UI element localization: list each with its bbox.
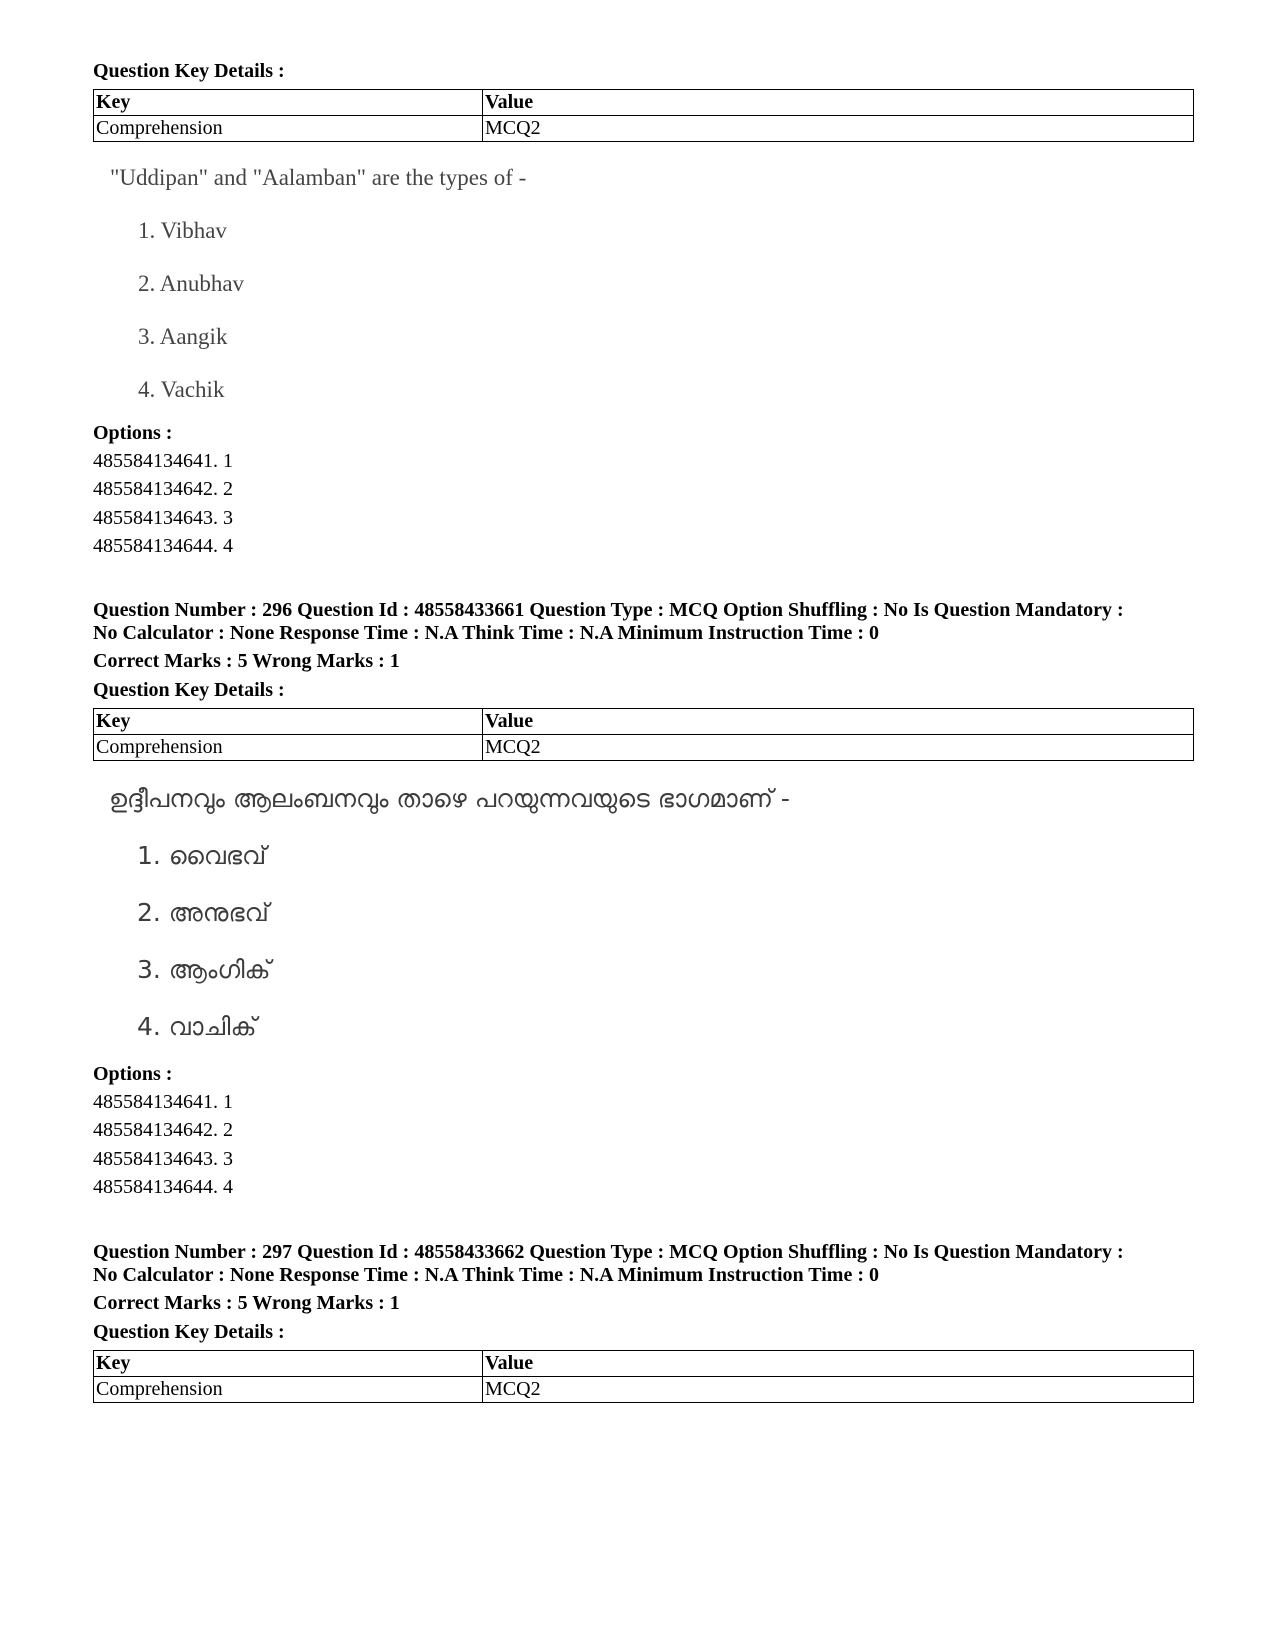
marks-line: Correct Marks : 5 Wrong Marks : 1 — [93, 650, 400, 672]
key-details-label: Question Key Details : — [93, 60, 285, 82]
option-line: 485584134641. 1 — [93, 450, 233, 472]
choice-3: 3. Aangik — [138, 324, 228, 349]
option-line: 485584134643. 3 — [93, 1148, 233, 1170]
question-text-malayalam: ഉദ്ദീപനവും ആലംബനവും താഴെ പറയുന്നവയുടെ ഭാഗമാണ് - — [109, 784, 790, 813]
key-details-table — [93, 89, 1194, 142]
choice-4: 4. Vachik — [138, 377, 225, 402]
option-line: 485584134642. 2 — [93, 478, 233, 500]
option-line: 485584134644. 4 — [93, 535, 233, 557]
value-header: Value — [483, 709, 1194, 735]
key-details-table — [93, 708, 1194, 761]
option-line: 485584134641. 1 — [93, 1091, 233, 1113]
table-row — [94, 1377, 1194, 1403]
choice-1: 1. വൈഭവ് — [137, 841, 267, 870]
key-header: Key — [94, 1351, 483, 1377]
table-row — [94, 735, 1194, 761]
option-line: 485584134644. 4 — [93, 1176, 233, 1198]
value-cell: MCQ2 — [483, 1377, 1194, 1403]
question-meta-line: No Calculator : None Response Time : N.A Think Time : N.A Minimum Instruction Time : 0 — [93, 622, 879, 644]
key-cell: Comprehension — [94, 1377, 483, 1403]
marks-line: Correct Marks : 5 Wrong Marks : 1 — [93, 1292, 400, 1314]
choice-4: 4. വാചിക് — [137, 1012, 257, 1041]
table-row — [94, 116, 1194, 142]
option-line: 485584134642. 2 — [93, 1119, 233, 1141]
choice-2: 2. അനുഭവ് — [137, 898, 269, 927]
choice-2: 2. Anubhav — [138, 271, 245, 296]
key-details-label: Question Key Details : — [93, 1321, 285, 1343]
value-header: Value — [483, 90, 1194, 116]
question-image — [110, 165, 526, 191]
table-header-row — [94, 709, 1194, 735]
value-cell: MCQ2 — [483, 735, 1194, 761]
table-header-row — [94, 1351, 1194, 1377]
table-header-row — [94, 90, 1194, 116]
key-header: Key — [94, 90, 483, 116]
key-details-label: Question Key Details : — [93, 679, 285, 701]
question-meta-line: Question Number : 296 Question Id : 48558433661 Question Type : MCQ Option Shuffling : No Is Question Mandatory : — [93, 599, 1124, 621]
value-cell: MCQ2 — [483, 116, 1194, 142]
question-meta-line: No Calculator : None Response Time : N.A Think Time : N.A Minimum Instruction Time : 0 — [93, 1264, 879, 1286]
choice-3: 3. ആംഗിക് — [137, 955, 271, 984]
key-cell: Comprehension — [94, 735, 483, 761]
question-meta-line: Question Number : 297 Question Id : 48558433662 Question Type : MCQ Option Shuffling : No Is Question Mandatory : — [93, 1241, 1124, 1263]
choice-1: 1. Vibhav — [138, 218, 227, 243]
value-header: Value — [483, 1351, 1194, 1377]
key-details-table — [93, 1350, 1194, 1403]
options-label: Options : — [93, 422, 173, 444]
key-cell: Comprehension — [94, 116, 483, 142]
key-header: Key — [94, 709, 483, 735]
question-text: "Uddipan" and "Aalamban" are the types of - — [110, 165, 527, 190]
option-line: 485584134643. 3 — [93, 507, 233, 529]
options-label: Options : — [93, 1063, 173, 1085]
